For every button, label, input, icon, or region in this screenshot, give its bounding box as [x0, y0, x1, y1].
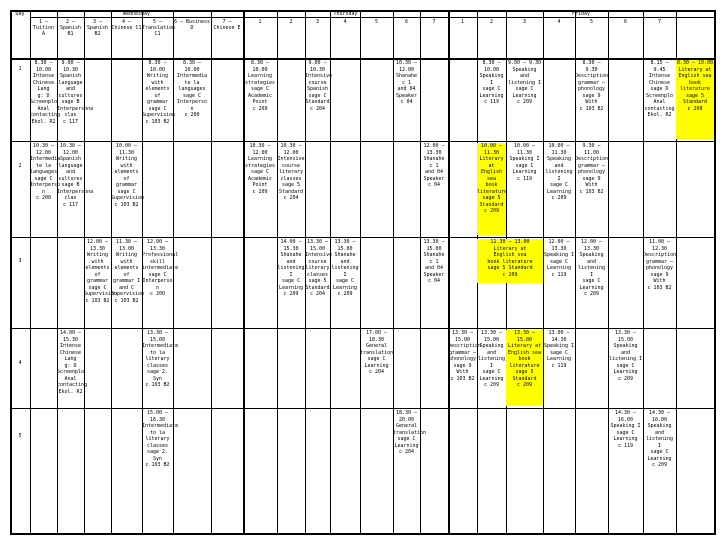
class-slot[interactable]: 10.30 – 12.00 Intensive course literary classes sage 5 Standard c 204 [277, 143, 305, 201]
column-header: 5 – Translation C1 [142, 19, 176, 37]
class-slot[interactable]: 12.00 – 13.30 Shanahe c 1 and 04 Speaker c 04 [423, 143, 445, 188]
class-slot[interactable]: 10.30 – 12.00 Learning strategies sage C Academic Point c 209 [244, 143, 276, 195]
column-header: 1 – Tuition A [32, 19, 55, 37]
class-slot[interactable]: 8.15 – 9.45 Intense Chinese sage D Screenplo Anal contacting Ekol. R2 [644, 60, 675, 118]
friday-header: Friday [571, 11, 591, 17]
class-slot[interactable]: 12.00 – 13.30 Professional skill intermediate sage C Interperso n c 200 [142, 239, 179, 297]
class-slot[interactable]: 12.00 – 13.30 Writing with elements of grammar sage C Supervision c 103 B2 [84, 239, 118, 304]
class-slot-highlighted[interactable]: 8.30 – 10.00 Literary at English sea book literature sage 5 Standard c 209 [676, 60, 714, 139]
thursday-header: Thursday [333, 11, 358, 17]
grid-line [714, 10, 716, 535]
class-slot-highlighted[interactable]: 10.00 – 11.30 Literary at English sea book literature sage 5 Standard c 209 [477, 143, 506, 235]
grid-line [10, 408, 715, 409]
wednesday-header: Wednesday [122, 11, 151, 17]
class-slot[interactable]: 17.00 – 18.30 General translation sage C Learning c 204 [360, 330, 394, 375]
row-label: 2 [18, 163, 22, 169]
grid-line [10, 141, 715, 142]
class-slot[interactable]: 9.00 – 9.30 Speaking and listening I sage C Learning c 209 [507, 60, 542, 105]
class-slot[interactable]: 14.00 – 15.30 Shanahe and listening I sage C Learning c 209 [277, 239, 305, 297]
day-header: Day [15, 11, 25, 17]
class-slot[interactable]: 13.30 – 15.00 Intermediate to la literary classes sage 2. Syn c 103 B2 [142, 330, 179, 388]
grid-line [448, 10, 450, 535]
column-header: 7 – Chinese E [213, 19, 241, 31]
class-slot[interactable]: 13.00 – 14.30 Speaking I sage C Learning c 119 [543, 330, 575, 369]
class-slot[interactable]: 18.30 – 20.00 General translation sage C Learning c 204 [393, 410, 427, 455]
class-slot[interactable]: 8.30 – 9.30 Description grammar – phonology sage 9 With c 103 B2 [575, 60, 609, 112]
class-slot[interactable]: 12.00 – 13.30 Speaking and listening I sage C Learning c 209 [577, 239, 606, 297]
class-slot[interactable]: 10.30 – 12.00 Shanahe c 1 and 04 Speaker c 04 [395, 60, 418, 105]
class-slot[interactable]: 10.00 – 11.30 Writing with elements of grammar sage C Supervision c 103 B2 [111, 143, 145, 208]
column-header: 2 – Spanish B1 [59, 19, 82, 37]
class-slot[interactable]: 13.30 – 15.00 Speaking and listening I sage C Learning c 209 [608, 330, 643, 382]
column-header: 3 [315, 19, 319, 25]
class-slot[interactable]: 8.30 – 10.00 Intermedia te la languages sage C Interperso n c 200 [176, 60, 208, 118]
class-slot[interactable]: 13.30 – 15.00 Speaking and listening I sage C Learning c 209 [477, 330, 506, 388]
class-slot[interactable]: 8.30 – 10.00 Writing with elements of grammar sage C Supervision c 103 B2 [142, 60, 176, 125]
class-slot-highlighted[interactable]: 11.30 – 13.00 Literary at English sea book literature sage 5 Standard c 209 [477, 239, 543, 283]
grid-line [10, 328, 715, 329]
column-header: 6 – Business D [173, 19, 211, 31]
column-header: 2 [289, 19, 293, 25]
class-slot[interactable]: 9.00 – 10.30 Intensive course Spanish sage C Standard c 204 [305, 60, 333, 112]
row-label: 5 [18, 433, 22, 439]
column-header: 7 [657, 19, 661, 25]
column-header: 7 [432, 19, 436, 25]
class-slot[interactable]: 14.00 – 15.30 Intense Chinese Lang g: D Screenplo Anal contacting Ekol. R2 [57, 330, 88, 395]
class-slot[interactable]: 13.30 – 15.00 Intensive course literary classes sage 5 Standard c 204 [305, 239, 333, 297]
column-header: 1 [258, 19, 262, 25]
column-header: 5 [374, 19, 378, 25]
class-slot[interactable]: 10.30 – 12.00 Spanish language and cultures sage B Interpersona clas c 117 [57, 143, 94, 208]
column-header: 1 [460, 19, 464, 25]
column-header: 6 [404, 19, 408, 25]
class-slot[interactable]: 9.00 – 10.30 Spanish language and cultures sage B Interpersona clas c 117 [57, 60, 94, 125]
grid-line [10, 58, 715, 60]
column-header: 4 [557, 19, 561, 25]
column-header: 2 [489, 19, 493, 25]
class-slot[interactable]: 8.30 – 10.00 Learning strategies sage C Academic Point c 209 [244, 60, 276, 112]
column-header: 4 [343, 19, 347, 25]
grid-line [10, 533, 715, 535]
class-slot[interactable]: 15.00 – 16.30 Intermediate to la literary classes sage 2. Syn c 103 B2 [142, 410, 179, 468]
class-slot[interactable]: 9.30 – 11.00 Description grammar – phonology sage 9 With c 103 B2 [575, 143, 609, 195]
grid-line [360, 10, 361, 535]
class-slot[interactable]: 11.00 – 12.30 Description grammar – phonology sage 9 With c 103 B2 [643, 239, 677, 291]
class-slot[interactable]: 12.00 – 13.30 Speaking I sage C Learning c 119 [543, 239, 575, 278]
grid-line [10, 237, 715, 238]
class-slot[interactable]: 14.30 – 16.00 Speaking and listening I sage C Learning c 209 [645, 410, 674, 468]
class-slot-highlighted[interactable]: 13.30 – 15.00 Literary at English sea book literature sage 5 Standard c 209 [506, 330, 543, 406]
class-slot[interactable]: 10.00 – 11.30 Speaking and listening I sage C Learning c 209 [545, 143, 573, 201]
grid-line [10, 10, 12, 535]
grid-line [211, 10, 212, 535]
class-slot[interactable]: 8.30 – 10.00 Intense Chinese Lang g: D Screenplo Anal contacting Ekol. R2 [30, 60, 61, 125]
class-slot[interactable]: 8.30 – 10.00 Speaking I sage C Learning c 119 [479, 60, 504, 105]
class-slot[interactable]: 13.30 – 15.00 Description grammar – phonology sage 9 With c 103 B2 [448, 330, 482, 382]
class-slot[interactable]: 11.30 – 13.00 Writing with elements of grammar I and C Supervision c 103 B2 [111, 239, 145, 304]
class-slot[interactable]: 14.30 – 16.00 Speaking I sage C Learning c 119 [610, 410, 641, 449]
column-header: 3 [522, 19, 526, 25]
row-label: 4 [18, 360, 22, 366]
column-header: 3 – Spanish B2 [86, 19, 109, 37]
row-label: 3 [18, 258, 22, 264]
class-slot[interactable]: 10.30 – 12.00 Intermedia te la languages sage C Interperso n c 200 [30, 143, 61, 201]
column-header: 4 – Chinese C1 [111, 19, 142, 31]
class-slot[interactable]: 10.00 – 11.30 Speaking I sage C Learning c 119 [509, 143, 540, 182]
grid-line [30, 17, 715, 18]
class-slot[interactable]: 13.30 – 15.00 Shanahe and listening I sage C Learning c 209 [331, 239, 359, 297]
column-header: 5 [589, 19, 593, 25]
row-label: 1 [18, 66, 22, 72]
class-slot[interactable]: 13.30 – 15.00 Shanahe c 1 and 04 Speaker c 04 [423, 239, 445, 284]
column-header: 6 [623, 19, 627, 25]
